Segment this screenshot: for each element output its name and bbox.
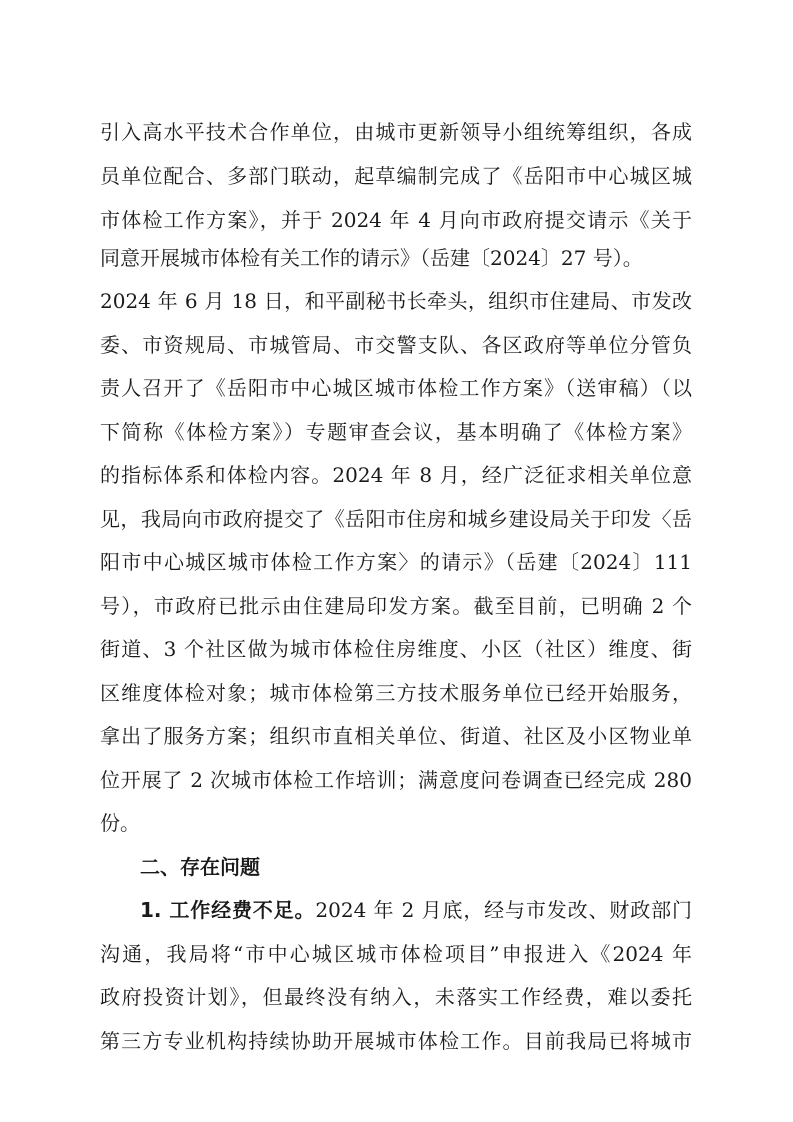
body-line: 引入高水平技术合作单位，由城市更新领导小组统筹组织，各成 bbox=[100, 120, 692, 144]
body-line: 号），市政府已批示由住建局印发方案。截至目前，已明确 2 个 bbox=[100, 594, 692, 618]
body-line: 见，我局向市政府提交了《岳阳市住房和城乡建设局关于印发〈岳 bbox=[100, 507, 692, 531]
item-text: 2024 年 2 月底，经与市发改、财政部门 bbox=[315, 898, 692, 922]
body-line: 位开展了 2 次城市体检工作培训；满意度问卷调查已经完成 280 bbox=[100, 768, 692, 792]
body-line: 区维度体检对象；城市体检第三方技术服务单位已经开始服务， bbox=[100, 681, 692, 705]
body-line: 2024 年 6 月 18 日，和平副秘书长牵头，组织市住建局、市发改 bbox=[100, 289, 692, 313]
body-line: 下简称《体检方案》）专题审查会议，基本明确了《体检方案》 bbox=[100, 420, 692, 444]
body-line: 的指标体系和体检内容。2024 年 8 月，经广泛征求相关单位意 bbox=[100, 463, 692, 487]
body-line: 阳市中心城区城市体检工作方案〉的请示》（岳建〔2024〕111 bbox=[100, 550, 692, 574]
section-heading: 二、存在问题 bbox=[140, 855, 260, 879]
body-line: 政府投资计划》，但最终没有纳入，未落实工作经费，难以委托 bbox=[100, 985, 692, 1009]
body-line: 委、市资规局、市城管局、市交警支队、各区政府等单位分管负 bbox=[100, 333, 692, 357]
item-title: 1. 工作经费不足。 bbox=[140, 898, 316, 922]
body-line: 责人召开了《岳阳市中心城区城市体检工作方案》（送审稿）（以 bbox=[100, 376, 692, 400]
body-line: 街道、3 个社区做为城市体检住房维度、小区（社区）维度、街 bbox=[100, 637, 692, 661]
body-line: 市体检工作方案》，并于 2024 年 4 月向市政府提交请示《关于 bbox=[100, 208, 692, 232]
body-line: 同意开展城市体检有关工作的请示》（岳建〔2024〕27 号）。 bbox=[100, 246, 643, 270]
body-line: 第三方专业机构持续协助开展城市体检工作。目前我局已将城市 bbox=[100, 1029, 692, 1053]
body-line: 沟通，我局将“市中心城区城市体检项目”申报进入《2024 年 bbox=[100, 942, 692, 966]
body-line: 拿出了服务方案；组织市直相关单位、街道、社区及小区物业单 bbox=[100, 724, 692, 748]
item-first-line bbox=[140, 892, 692, 928]
body-line: 员单位配合、多部门联动，起草编制完成了《岳阳市中心城区城 bbox=[100, 164, 692, 188]
body-line: 份。 bbox=[100, 811, 140, 835]
